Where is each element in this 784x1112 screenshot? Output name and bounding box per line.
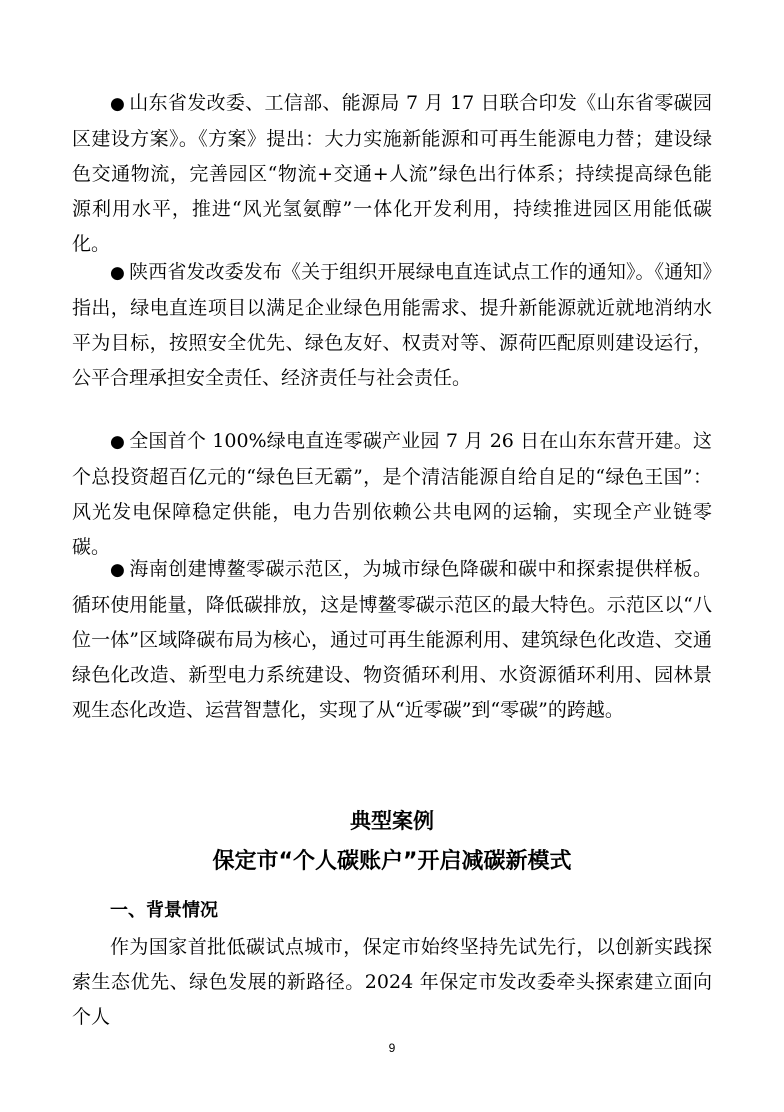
case-title: 保定市“个人碳账户”开启减碳新模式	[212, 849, 572, 874]
bullet-icon: ●	[110, 263, 125, 283]
bullet-icon: ●	[110, 432, 125, 452]
news-item-text: 全国首个 100%绿电直连零碳产业园 7 月 26 日在山东东营开建。这个总投资超百亿元的“绿色巨无霸”，是个清洁能源自给自足的“绿色王国”：风光发电保障稳定供能，电力告别依赖公共电网的运输，实现全产业链零碳。	[72, 430, 712, 558]
bullet-icon: ●	[110, 94, 125, 114]
news-item-hainan	[72, 552, 712, 728]
case-body-paragraph: 作为国家首批低碳试点城市，保定市始终坚持先试先行，以创新实践探索生态优先、绿色发展的新路径。2024 年保定市发改委牵头探索建立面向个人	[72, 936, 712, 1028]
news-item-shaanxi	[72, 255, 712, 396]
news-item-text: 海南创建博鳌零碳示范区，为城市绿色降碳和碳中和探索提供样板。循环使用能量，降低碳排放，这是博鳌零碳示范区的最大特色。示范区以“八位一体”区域降碳布局为核心，通过可再生能源利用、建筑绿色化改造、交通绿色化改造、新型电力系统建设、物资循环利用、水资源循环利用、园林景观生态化改造、运营智慧化，实现了从“近零碳”到“零碳”的跨越。	[72, 558, 712, 721]
news-item-text: 山东省发改委、工信部、能源局 7 月 17 日联合印发《山东省零碳园区建设方案》。《方案》提出：大力实施新能源和可再生能源电力替；建设绿色交通物流，完善园区“物流+交通+人流”绿色出行体系；持续提高绿色能源利用水平，推进“风光氢氨醇”一体化开发利用，持续推进园区用能低碳化。	[72, 92, 712, 255]
news-item-text: 陕西省发改委发布《关于组织开展绿电直连试点工作的通知》。《通知》指出，绿电直连项目以满足企业绿色用能需求、提升新能源就近就地消纳水平为目标，按照安全优先、绿色友好、权责对等、源荷匹配原则建设运行，公平合理承担安全责任、经济责任与社会责任。	[72, 261, 712, 389]
bullet-icon: ●	[110, 560, 125, 580]
section-heading-background: 一、背景情况	[110, 900, 218, 921]
news-item-dongying	[72, 424, 712, 565]
case-section-label: 典型案例	[350, 809, 434, 833]
news-item-shandong	[72, 86, 712, 262]
page-number: 9	[388, 1041, 396, 1055]
